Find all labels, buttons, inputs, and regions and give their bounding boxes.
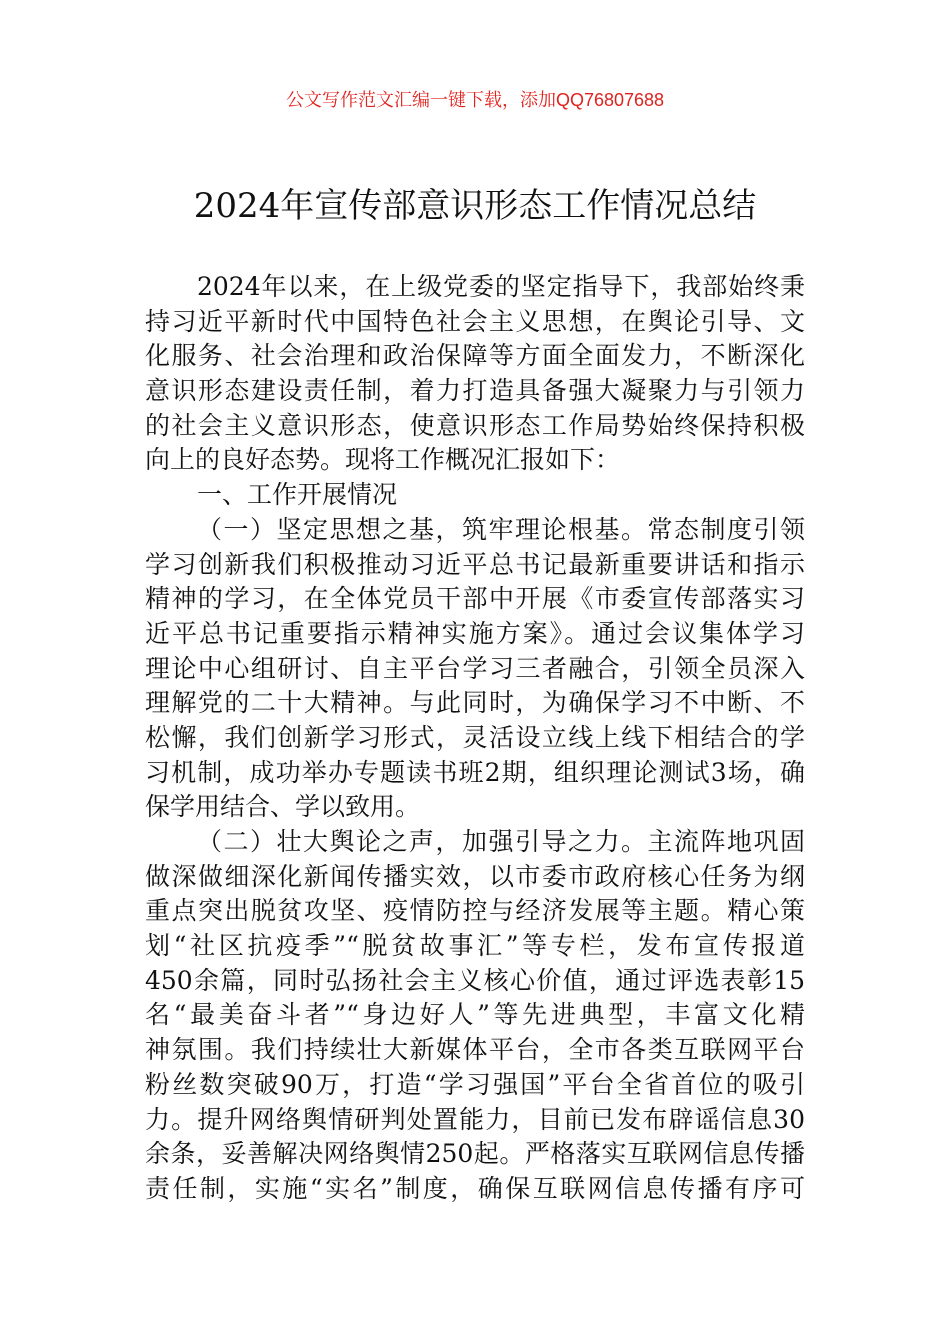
text-line: 理解党的二十大精神。与此同时，为确保学习不中断、不 — [145, 688, 805, 718]
document-body — [145, 270, 805, 1207]
text-line: 神氛围。我们持续壮大新媒体平台，全市各类互联网平台 — [145, 1035, 805, 1065]
text-line: 一、工作开展情况 — [197, 480, 398, 510]
text-line: 习机制，成功举办专题读书班2期，组织理论测试3场，确 — [145, 757, 805, 787]
text-line: 力。提升网络舆情研判处置能力，目前已发布辟谣信息30 — [145, 1104, 805, 1134]
text-line: 的社会主义意识形态，使意识形态工作局势始终保持积极 — [145, 410, 805, 440]
text-line: 名“最美奋斗者”“身边好人”等先进典型，丰富文化精 — [145, 1000, 805, 1030]
text-line: 持习近平新时代中国特色社会主义思想，在舆论引导、文 — [145, 306, 805, 336]
text-line: 做深做细深化新闻传播实效，以市委市政府核心任务为纲 — [145, 861, 805, 891]
text-line: 划“社区抗疫季”“脱贫故事汇”等专栏，发布宣传报道 — [145, 931, 805, 961]
download-banner-link[interactable]: 公文写作范文汇编一键下载，添加QQ76807688 — [285, 90, 665, 110]
text-line: 向上的良好态势。现将工作概况汇报如下： — [145, 445, 621, 475]
text-line: 松懈，我们创新学习形式，灵活设立线上线下相结合的学 — [145, 722, 805, 752]
text-line: 责任制，实施“实名”制度，确保互联网信息传播有序可 — [145, 1173, 805, 1203]
text-line: 学习创新我们积极推动习近平总书记最新重要讲话和指示 — [145, 549, 805, 579]
text-line: 化服务、社会治理和政治保障等方面全面发力，不断深化 — [145, 341, 805, 371]
text-line: 2024年以来，在上级党委的坚定指导下，我部始终秉 — [197, 272, 805, 301]
text-line: 精神的学习，在全体党员干部中开展《市委宣传部落实习 — [145, 584, 805, 614]
text-line: 意识形态建设责任制，着力打造具备强大凝聚力与引领力 — [145, 376, 805, 406]
text-line: （二）壮大舆论之声，加强引导之力。主流阵地巩固 — [197, 827, 805, 856]
text-line: 近平总书记重要指示精神实施方案》。通过会议集体学习 — [145, 618, 805, 648]
text-line: 保学用结合、学以致用。 — [145, 792, 421, 822]
text-line: 450余篇，同时弘扬社会主义核心价值，通过评选表彰15 — [145, 965, 805, 995]
text-line: 余条，妥善解决网络舆情250起。严格落实互联网信息传播 — [145, 1139, 805, 1169]
text-line: 理论中心组研讨、自主平台学习三者融合，引领全员深入 — [145, 653, 805, 683]
text-line: 重点突出脱贫攻坚、疫情防控与经济发展等主题。精心策 — [145, 896, 805, 926]
text-line: （一）坚定思想之基，筑牢理论根基。常态制度引领 — [197, 514, 805, 544]
text-line: 粉丝数突破90万，打造“学习强国”平台全省首位的吸引 — [145, 1069, 805, 1099]
document-title: 2024年宣传部意识形态工作情况总结 — [193, 186, 757, 226]
